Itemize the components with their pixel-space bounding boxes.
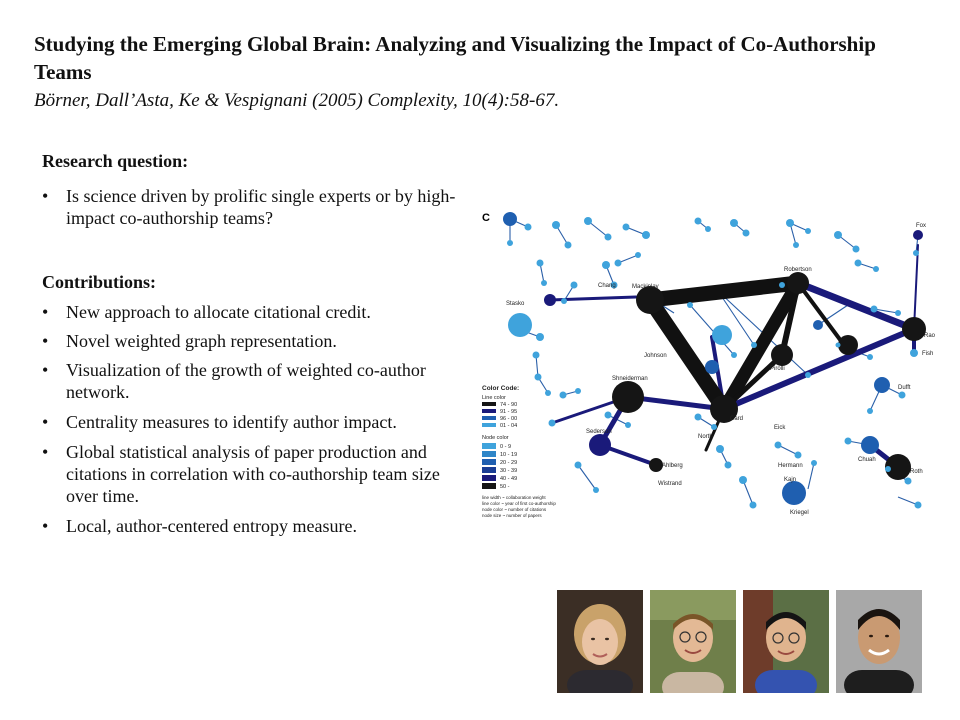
- heavy-edges: [650, 283, 844, 450]
- legend-text: 0 - 9: [500, 444, 512, 450]
- legend-title: Color Code:: [482, 385, 520, 392]
- author-photo: [650, 590, 736, 693]
- author-label: Shneiderman: [612, 376, 648, 382]
- bullet-text: Centrality measures to identify author impact.: [66, 412, 397, 432]
- bullet-text: New approach to allocate citational credit.: [66, 302, 371, 322]
- legend-text: 50 -: [500, 484, 510, 490]
- author-label: Sederson: [586, 429, 612, 435]
- legend-text: 01 - 04: [500, 423, 518, 429]
- bullet: •: [42, 442, 49, 462]
- left-column: [42, 150, 462, 537]
- portrait-photo-icon: [743, 590, 829, 693]
- author-label: Kriegel: [790, 510, 809, 516]
- author-label: Eick: [774, 425, 786, 431]
- author-label: Chang: [598, 283, 616, 289]
- legend-text: 10 - 19: [500, 452, 518, 458]
- bullet-text: Global statistical analysis of paper production and citations in correlation with co-authorship team size over time.: [66, 442, 440, 506]
- author-photo: [557, 590, 643, 693]
- author-label: Chuah: [858, 457, 876, 463]
- legend-text: 30 - 39: [500, 468, 518, 474]
- bullet-text: Is science driven by prolific single experts or by high-impact co-authorship teams?: [66, 186, 456, 228]
- bullet: •: [42, 516, 49, 536]
- author-label: Fox: [916, 223, 927, 229]
- author-label: Wistrand: [658, 481, 682, 487]
- author-label: Fish: [922, 351, 934, 357]
- author-label: Mackinlay: [632, 284, 659, 290]
- bullet-text: Novel weighted graph representation.: [66, 331, 337, 351]
- list-item: [42, 359, 462, 403]
- legend-text: 20 - 29: [500, 460, 518, 466]
- contributions-list: [42, 301, 462, 537]
- author-label: Rao: [924, 333, 936, 339]
- bullet: •: [42, 360, 49, 380]
- bullet: •: [42, 302, 49, 322]
- list-item: [42, 441, 462, 507]
- contributions-heading: Contributions:: [42, 272, 157, 292]
- author-label: Hermann: [778, 463, 803, 469]
- research-list: [42, 185, 462, 229]
- author-label: Stasko: [506, 301, 525, 307]
- legend-text: 74 - 90: [500, 402, 518, 408]
- author-label: Roth: [910, 469, 923, 475]
- list-item: [42, 301, 462, 323]
- legend-text: 40 - 49: [500, 476, 518, 482]
- author-photo: [743, 590, 829, 693]
- bullet-text: Local, author-centered entropy measure.: [66, 516, 357, 536]
- author-label: Ahlberg: [662, 463, 683, 469]
- legend-note: line width ~ collaboration weight: [482, 495, 546, 500]
- coauthor-network-figure: [478, 205, 948, 530]
- bullet: •: [42, 331, 49, 351]
- bullet: •: [42, 412, 49, 432]
- research-heading: Research question:: [42, 151, 189, 171]
- legend-note: line color ~ year of first co-authorship: [482, 501, 556, 506]
- legend-text: 91 - 95: [500, 409, 518, 415]
- bullet: •: [42, 186, 49, 206]
- portrait-photo-icon: [836, 590, 922, 693]
- legend-line-label: Line color: [482, 395, 506, 401]
- author-label: Card: [730, 416, 744, 422]
- author-label: Kajn: [784, 477, 797, 483]
- author-label: Robertson: [784, 267, 812, 273]
- color-legend: [482, 385, 556, 518]
- author-label: Dufft: [898, 385, 911, 391]
- legend-text: 96 - 00: [500, 416, 518, 422]
- list-item: [42, 330, 462, 352]
- author-label: Pirolli: [770, 366, 785, 372]
- portrait-photo-icon: [557, 590, 643, 693]
- list-item: [42, 515, 462, 537]
- list-item: [42, 411, 462, 433]
- legend-note: node size ~ number of papers: [482, 513, 542, 518]
- list-item: [42, 185, 462, 229]
- slide-title: Studying the Emerging Global Brain: Analyzing and Visualizing the Impact of Co-Authorship Teams: [34, 32, 876, 84]
- legend-node-label: Node color: [482, 435, 509, 441]
- author-label: Johnson: [644, 353, 667, 359]
- author-photo: [836, 590, 922, 693]
- panel-label: C: [482, 212, 490, 224]
- bullet-text: Visualization of the growth of weighted co-author network.: [66, 360, 426, 402]
- author-label: North: [698, 434, 713, 440]
- citation: Börner, Dall’Asta, Ke & Vespignani (2005) Complexity, 10(4):58-67.: [34, 90, 560, 111]
- legend-note: node color ~ number of citations: [482, 507, 547, 512]
- portrait-photo-icon: [650, 590, 736, 693]
